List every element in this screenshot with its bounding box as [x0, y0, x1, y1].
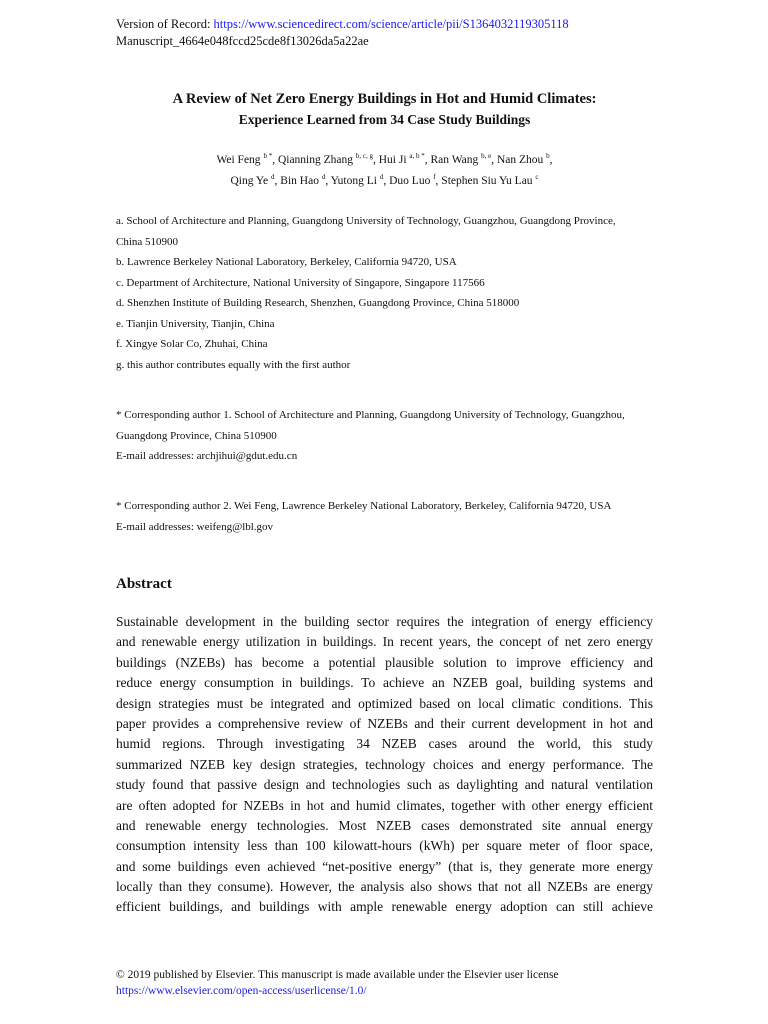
author-affiliation-marker: d [379, 173, 384, 181]
title-block [116, 90, 653, 129]
abstract-line: buildings (NZEBs) has become a potential plausible solution to improve efficiency and [116, 654, 653, 670]
author-line-1 [116, 150, 653, 171]
author-name: Wei Feng [216, 154, 261, 166]
paper-subtitle: Experience Learned from 34 Case Study Buildings [238, 112, 531, 127]
abstract-line: and renewable energy technologies. Most NZEB cases demonstrated site annual energy [116, 817, 653, 833]
author-separator: , [274, 175, 281, 187]
corresponding-line: E-mail addresses: weifeng@lbl.gov [116, 520, 274, 533]
abstract-line: are often adopted for NZEBs in hot and humid climates, together with other energy efficient [116, 797, 653, 813]
record-link[interactable]: https://www.sciencedirect.com/science/article/pii/S1364032119305118 [213, 17, 569, 31]
license-link[interactable]: https://www.elsevier.com/open-access/userlicense/1.0/ [116, 985, 367, 997]
abstract-line: locally than they consume). However, the analysis also shows that not all NZEBs are energy [116, 879, 653, 895]
author-separator: , [491, 154, 497, 166]
author-name: Qing Ye [230, 175, 269, 187]
abstract-line: paper provides a comprehensive review of NZEBs and their current development in hot and [116, 715, 653, 731]
corresponding-author-1 [116, 405, 661, 467]
abstract-line: Sustainable development in the building sector requires the integration of energy efficiency [116, 614, 653, 629]
author-name: Stephen Siu Yu Lau [441, 175, 533, 187]
paper-title: A Review of Net Zero Energy Buildings in Hot and Humid Climates: [172, 91, 597, 107]
abstract-line: reduce energy consumption in buildings. To achieve an NZEB goal, building systems and [116, 675, 653, 691]
author-separator: , [272, 154, 278, 166]
corresponding-author-2 [116, 496, 661, 537]
version-of-record-label: Version of Record: [116, 17, 214, 31]
abstract-line: efficient buildings, and buildings with ample renewable energy adoption can still achieve [116, 899, 653, 915]
author-name: Duo Luo [389, 175, 431, 187]
author-name: Qianning Zhang [277, 154, 353, 166]
license-footer [116, 967, 559, 999]
manuscript-id: Manuscript_4664e048fccd25cde8f13026da5a22ae [116, 34, 369, 48]
affiliation-line: b. Lawrence Berkeley National Laboratory, Berkeley, California 94720, USA [116, 256, 457, 268]
author-affiliation-marker: b * [263, 152, 273, 160]
author-affiliation-marker: a, b * [409, 152, 425, 160]
affiliation-line: a. School of Architecture and Planning, Guangdong University of Technology, Guangzhou, Guangdong Province, [116, 215, 616, 227]
author-name: Hui Ji [378, 154, 407, 166]
author-affiliation-marker: b [546, 152, 550, 160]
affiliation-line: c. Department of Architecture, National University of Singapore, Singapore 117566 [116, 276, 485, 289]
author-affiliation-marker: d [321, 173, 326, 181]
author-affiliation-marker: b, e [481, 152, 492, 160]
abstract-line: and some buildings even achieved “net-positive energy” (that is, they generate more energy [116, 858, 653, 874]
author-separator: , [549, 154, 553, 166]
record-header [116, 16, 569, 50]
corresponding-line: * Corresponding author 1. School of Architecture and Planning, Guangdong University of Technology, Guangzhou, [116, 409, 625, 421]
author-affiliation-marker: f [433, 173, 436, 181]
corresponding-line: * Corresponding author 2. Wei Feng, Lawrence Berkeley National Laboratory, Berkeley, California 94720, USA [116, 500, 612, 512]
author-separator: , [325, 175, 331, 187]
author-name: Nan Zhou [496, 154, 544, 166]
author-separator: , [424, 154, 431, 166]
abstract-line: humid regions. Through investigating 34 NZEB cases around the world, this study [116, 736, 653, 752]
corresponding-line: Guangdong Province, China 510900 [116, 429, 277, 442]
author-separator: , [372, 154, 379, 166]
abstract-line: and renewable energy utilization in buildings. In recent years, the concept of net zero energy [116, 634, 653, 650]
abstract-heading: Abstract [116, 576, 172, 592]
author-name: Ran Wang [430, 154, 479, 166]
author-separator: , [383, 175, 390, 187]
abstract-body [116, 612, 653, 918]
affiliation-line: f. Xingye Solar Co, Zhuhai, China [116, 338, 268, 350]
affiliation-line: e. Tianjin University, Tianjin, China [116, 317, 275, 330]
author-name: Yutong Li [330, 175, 377, 187]
author-name: Bin Hao [280, 175, 319, 187]
abstract-line: study found that passive design and technologies such as daylighting and natural ventilation [116, 777, 653, 793]
author-list [116, 150, 653, 192]
affiliation-list [116, 211, 656, 375]
author-affiliation-marker: b, c, g [355, 152, 373, 160]
license-text: © 2019 published by Elsevier. This manuscript is made available under the Elsevier user license [116, 969, 559, 981]
affiliation-line: China 510900 [116, 235, 179, 248]
author-line-2 [116, 171, 653, 192]
affiliation-line: g. this author contributes equally with the first author [116, 358, 351, 371]
author-affiliation-marker: c [535, 173, 539, 181]
version-of-record-line [116, 16, 569, 33]
abstract-line: design strategies must be integrated and optimized based on local climatic conditions. This [116, 695, 653, 711]
abstract-line: summarized NZEB key design strategies, technology choices and energy performance. The [116, 756, 653, 772]
author-affiliation-marker: d [271, 173, 275, 181]
corresponding-line: E-mail addresses: archjihui@gdut.edu.cn [116, 450, 298, 462]
abstract-line: consumption intensity less than 100 kilowatt-hours (kWh) per square meter of floor space, [116, 838, 653, 854]
author-separator: , [435, 175, 442, 187]
affiliation-line: d. Shenzhen Institute of Building Research, Shenzhen, Guangdong Province, China 518000 [116, 297, 520, 309]
